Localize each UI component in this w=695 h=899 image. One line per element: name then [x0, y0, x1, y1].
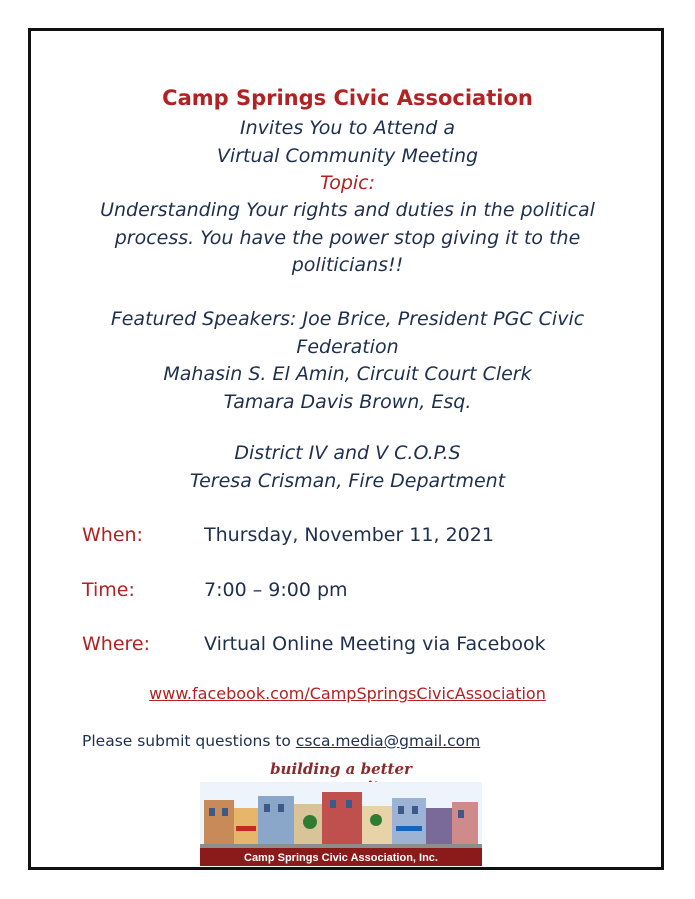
community-logo-image: [200, 782, 482, 866]
where-value: Virtual Online Meeting via Facebook: [204, 633, 546, 655]
questions-prefix: Please submit questions to: [82, 732, 291, 750]
when-label: When:: [82, 524, 143, 546]
speaker-line-2: Federation: [296, 335, 399, 358]
additional-speakers: [31, 440, 664, 495]
speaker-line-3: Mahasin S. El Amin, Circuit Court Clerk: [163, 363, 532, 385]
featured-speakers: [31, 306, 664, 416]
topic-label: Topic:: [319, 172, 376, 194]
questions-line: [82, 732, 480, 750]
topic-line-2: process. You have the power stop giving it to the: [114, 226, 581, 249]
email-link[interactable]: csca.media@gmail.com: [295, 732, 481, 750]
logo-banner-text: Camp Springs Civic Association, Inc.: [244, 852, 438, 864]
topic-line-1: Understanding Your rights and duties in the political: [100, 199, 595, 221]
extra-line-2: Teresa Crisman, Fire Department: [189, 469, 506, 492]
when-value: Thursday, November 11, 2021: [204, 524, 494, 546]
invite-line-2: Virtual Community Meeting: [216, 144, 479, 167]
speaker-line-4: Tamara Davis Brown, Esq.: [223, 390, 472, 413]
time-value: 7:00 – 9:00 pm: [204, 579, 348, 601]
invitation: [31, 115, 664, 198]
facebook-link-row: [31, 684, 664, 703]
extra-line-1: District IV and V C.O.P.S: [234, 442, 461, 464]
invite-line-1: Invites You to Attend a: [240, 117, 455, 139]
tagline: building a better: [270, 760, 412, 778]
speaker-line-1: Featured Speakers: Joe Brice, President PGC Civic: [110, 308, 585, 330]
facebook-link[interactable]: www.facebook.com/CampSpringsCivicAssociation: [149, 684, 546, 703]
where-label: Where:: [82, 633, 151, 655]
org-title: Camp Springs Civic Association: [162, 86, 533, 110]
time-label: Time:: [82, 579, 135, 601]
topic-text: [31, 197, 664, 280]
topic-line-3: politicians!!: [291, 254, 404, 276]
